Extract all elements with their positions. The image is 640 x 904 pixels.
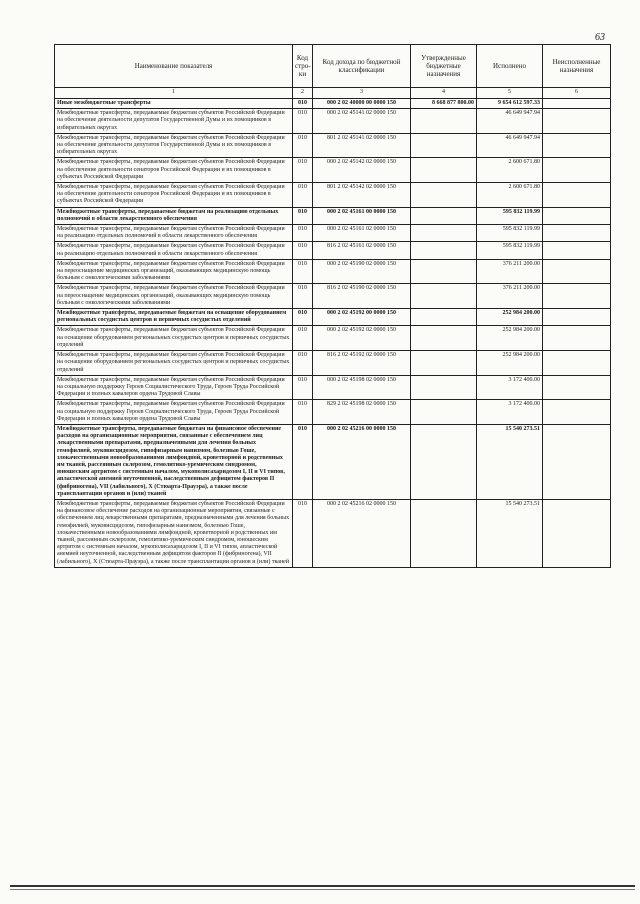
row-line-code: 010	[293, 109, 313, 134]
row-line-code: 010	[293, 309, 313, 326]
row-approved	[411, 259, 477, 284]
row-income-code: 000 2 02 45192 00 0000 150	[313, 309, 411, 326]
row-executed: 46 649 947.94	[477, 109, 543, 134]
row-unexecuted	[543, 242, 611, 259]
row-income-code: 829 2 02 45198 02 0000 150	[313, 400, 411, 425]
row-name: Межбюджетные трансферты, передаваемые бюджетам субъектов Российской Федерации на оснащение оборудованием региональных сосудистых центров и первичных сосудистых отделений	[55, 351, 293, 376]
column-number: 1	[55, 88, 293, 99]
row-approved	[411, 499, 477, 567]
row-unexecuted	[543, 259, 611, 284]
row-unexecuted	[543, 499, 611, 567]
column-header-executed: Исполнено	[477, 45, 543, 88]
row-name: Межбюджетные трансферты, передаваемые бюджетам субъектов Российской Федерации на реализацию отдельных полномочий в области лекарственного обеспечения	[55, 242, 293, 259]
row-line-code: 010	[293, 351, 313, 376]
row-unexecuted	[543, 424, 611, 499]
row-line-code: 010	[293, 326, 313, 351]
row-executed: 376 211 200.00	[477, 284, 543, 309]
column-header-unexecuted: Неисполненные назначения	[543, 45, 611, 88]
table-row	[55, 424, 611, 499]
table-row	[55, 326, 611, 351]
row-name: Межбюджетные трансферты, передаваемые бюджетам субъектов Российской Федерации на реализацию отдельных полномочий в области лекарственного обеспечения	[55, 225, 293, 242]
table-row	[55, 242, 611, 259]
row-line-code: 010	[293, 133, 313, 158]
row-unexecuted	[543, 158, 611, 183]
row-unexecuted	[543, 309, 611, 326]
row-income-code: 000 2 02 45190 02 0000 150	[313, 259, 411, 284]
row-approved: 8 668 877 800.00	[411, 99, 477, 109]
row-unexecuted	[543, 207, 611, 224]
row-income-code: 801 2 02 45142 02 0000 150	[313, 183, 411, 208]
row-name: Межбюджетные трансферты, передаваемые бюджетам субъектов Российской Федерации на социальную поддержку Героев Социалистического Труда, Героев Труда Российской Федерации и полных кавалеров ордена Трудовой Славы	[55, 400, 293, 425]
row-line-code: 010	[293, 225, 313, 242]
row-income-code: 801 2 02 45141 02 0000 150	[313, 133, 411, 158]
row-executed: 595 832 119.99	[477, 207, 543, 224]
row-name: Межбюджетные трансферты, передаваемые бюджетам на реализацию отдельных полномочий в области лекарственного обеспечения	[55, 207, 293, 224]
row-line-code: 010	[293, 242, 313, 259]
row-name: Межбюджетные трансферты, передаваемые бюджетам субъектов Российской Федерации на обеспечение деятельности депутатов Государственной Думы и их помощников в избирательных округах	[55, 133, 293, 158]
row-approved	[411, 109, 477, 134]
page-bottom-border-secondary	[10, 889, 635, 890]
table-row	[55, 499, 611, 567]
report-sheet	[54, 44, 610, 568]
row-name: Межбюджетные трансферты, передаваемые бюджетам субъектов Российской Федерации на обеспечение деятельности депутатов Государственной Думы и их помощников в избирательных округах	[55, 109, 293, 134]
row-executed: 2 600 671.80	[477, 158, 543, 183]
row-name: Межбюджетные трансферты, передаваемые бюджетам субъектов Российской Федерации на обеспечение деятельности сенаторов Российской Федерации и их помощников в субъектах Российской Федерации	[55, 183, 293, 208]
row-approved	[411, 400, 477, 425]
table-row	[55, 133, 611, 158]
table-row	[55, 284, 611, 309]
row-approved	[411, 183, 477, 208]
row-unexecuted	[543, 326, 611, 351]
row-line-code: 010	[293, 158, 313, 183]
row-name: Межбюджетные трансферты, передаваемые бюджетам субъектов Российской Федерации на оснащение оборудованием региональных сосудистых центров и первичных сосудистых отделений	[55, 326, 293, 351]
row-approved	[411, 207, 477, 224]
row-executed: 3 172 400.00	[477, 400, 543, 425]
page-number: 63	[595, 32, 605, 43]
column-number: 2	[293, 88, 313, 99]
row-line-code: 010	[293, 499, 313, 567]
table-row	[55, 400, 611, 425]
table-row	[55, 259, 611, 284]
row-income-code: 816 2 02 45192 02 0000 150	[313, 351, 411, 376]
table-row	[55, 109, 611, 134]
row-executed: 376 211 200.00	[477, 259, 543, 284]
row-income-code: 000 2 02 45161 02 0000 150	[313, 225, 411, 242]
row-executed: 252 984 200.00	[477, 309, 543, 326]
row-line-code: 010	[293, 375, 313, 400]
header-row	[55, 45, 611, 88]
column-number: 4	[411, 88, 477, 99]
revenue-table	[54, 44, 611, 568]
row-approved	[411, 424, 477, 499]
row-name: Межбюджетные трансферты, передаваемые бюджетам субъектов Российской Федерации на социальную поддержку Героев Социалистического Труда, Героев Труда Российской Федерации и полных кавалеров ордена Трудовой Славы	[55, 375, 293, 400]
table-row	[55, 375, 611, 400]
row-income-code: 000 2 02 45161 00 0000 150	[313, 207, 411, 224]
row-line-code: 010	[293, 207, 313, 224]
row-income-code: 816 2 02 45190 02 0000 150	[313, 284, 411, 309]
column-header-approved: Утвержденные бюджетные назначения	[411, 45, 477, 88]
column-header-income-code: Код дохода по бюджетной классификации	[313, 45, 411, 88]
row-name: Межбюджетные трансферты, передаваемые бюджетам на оснащение оборудованием региональных сосудистых центров и первичных сосудистых отделений	[55, 309, 293, 326]
row-unexecuted	[543, 375, 611, 400]
row-approved	[411, 351, 477, 376]
row-unexecuted	[543, 133, 611, 158]
row-name: Межбюджетные трансферты, передаваемые бюджетам субъектов Российской Федерации на переоснащение медицинских организаций, оказывающих медицинскую помощь больным с онкологическими заболеваниями	[55, 259, 293, 284]
column-number: 6	[543, 88, 611, 99]
row-unexecuted	[543, 351, 611, 376]
column-header-name: Наименование показателя	[55, 45, 293, 88]
row-approved	[411, 326, 477, 351]
row-income-code: 000 2 02 45216 02 0000 150	[313, 499, 411, 567]
row-name: Межбюджетные трансферты, передаваемые бюджетам субъектов Российской Федерации на финансовое обеспечение расходов на организационные мероприятия, связанные с обеспечением лиц лекарственными препаратами, предназначенными для лечения больных гемофилией, муковисцидозом, гипофизарным нанизмом, болезнью Гоше, злокачественными новообразованиями лимфоидной, кроветворной и родственных им тканей, рассеянным склерозом, гемолитико-уремическим синдромом, юношеским артритом с системным началом, мукополисахаридозом I, II и VI типов, апластической анемией неуточненной, наследственным дефицитом факторов II (фибриногена), VII (лабильного), X (Стюарта-Прауэра), а также после трансплантации органов и (или) тканей	[55, 499, 293, 567]
row-executed: 595 832 119.99	[477, 242, 543, 259]
row-line-code: 010	[293, 400, 313, 425]
row-name: Межбюджетные трансферты, передаваемые бюджетам на финансовое обеспечение расходов на организационные мероприятия, связанные с обеспечением лиц лекарственными препаратами, предназначенными для лечения больных гемофилией, муковисцидозом, гипофизарным нанизмом, болезнью Гоше, злокачественными новообразованиями лимфоидной, кроветворной и родственных им тканей, рассеянным склерозом, гемолитико-уремическим синдромом, юношеским артритом с системным началом, мукополисахаридозом I, II и VI типов, апластической анемией неуточненной, наследственным дефицитом факторов II (фибриногена), VII (лабильного), X (Стюарта-Прауэра), а также после трансплантации органов и (или) тканей	[55, 424, 293, 499]
table-row	[55, 183, 611, 208]
row-income-code: 000 2 02 45141 02 0000 150	[313, 109, 411, 134]
table-row	[55, 351, 611, 376]
row-executed: 3 172 400.00	[477, 375, 543, 400]
row-income-code: 000 2 02 45142 02 0000 150	[313, 158, 411, 183]
row-income-code: 000 2 02 45198 02 0000 150	[313, 375, 411, 400]
row-unexecuted	[543, 109, 611, 134]
row-income-code: 000 2 02 45192 02 0000 150	[313, 326, 411, 351]
row-executed: 252 984 200.00	[477, 351, 543, 376]
row-income-code: 000 2 02 40000 00 0000 150	[313, 99, 411, 109]
row-unexecuted	[543, 183, 611, 208]
row-executed: 15 540 273.51	[477, 424, 543, 499]
table-row	[55, 207, 611, 224]
row-approved	[411, 375, 477, 400]
page-bottom-border	[10, 885, 635, 887]
row-line-code: 010	[293, 284, 313, 309]
row-unexecuted	[543, 99, 611, 109]
row-unexecuted	[543, 284, 611, 309]
column-number: 5	[477, 88, 543, 99]
table-row	[55, 158, 611, 183]
row-income-code: 000 2 02 45216 00 0000 150	[313, 424, 411, 499]
table-body	[55, 99, 611, 568]
row-name: Иные межбюджетные трансферты	[55, 99, 293, 109]
row-line-code: 010	[293, 99, 313, 109]
column-number-row	[55, 88, 611, 99]
row-approved	[411, 309, 477, 326]
row-approved	[411, 133, 477, 158]
row-unexecuted	[543, 400, 611, 425]
row-unexecuted	[543, 225, 611, 242]
row-executed: 2 600 671.80	[477, 183, 543, 208]
row-executed: 252 984 200.00	[477, 326, 543, 351]
column-header-line-code: Код стро-ки	[293, 45, 313, 88]
row-line-code: 010	[293, 259, 313, 284]
table-row	[55, 225, 611, 242]
row-approved	[411, 242, 477, 259]
row-line-code: 010	[293, 183, 313, 208]
column-number: 3	[313, 88, 411, 99]
row-income-code: 816 2 02 45161 02 0000 150	[313, 242, 411, 259]
row-executed: 9 654 612 597.33	[477, 99, 543, 109]
row-approved	[411, 158, 477, 183]
row-line-code: 010	[293, 424, 313, 499]
row-executed: 595 832 119.99	[477, 225, 543, 242]
row-executed: 46 649 947.94	[477, 133, 543, 158]
row-name: Межбюджетные трансферты, передаваемые бюджетам субъектов Российской Федерации на переоснащение медицинских организаций, оказывающих медицинскую помощь больным с онкологическими заболеваниями	[55, 284, 293, 309]
table-row	[55, 99, 611, 109]
row-executed: 15 540 273.51	[477, 499, 543, 567]
row-approved	[411, 225, 477, 242]
table-row	[55, 309, 611, 326]
row-approved	[411, 284, 477, 309]
row-name: Межбюджетные трансферты, передаваемые бюджетам субъектов Российской Федерации на обеспечение деятельности сенаторов Российской Федерации и их помощников в субъектах Российской Федерации	[55, 158, 293, 183]
